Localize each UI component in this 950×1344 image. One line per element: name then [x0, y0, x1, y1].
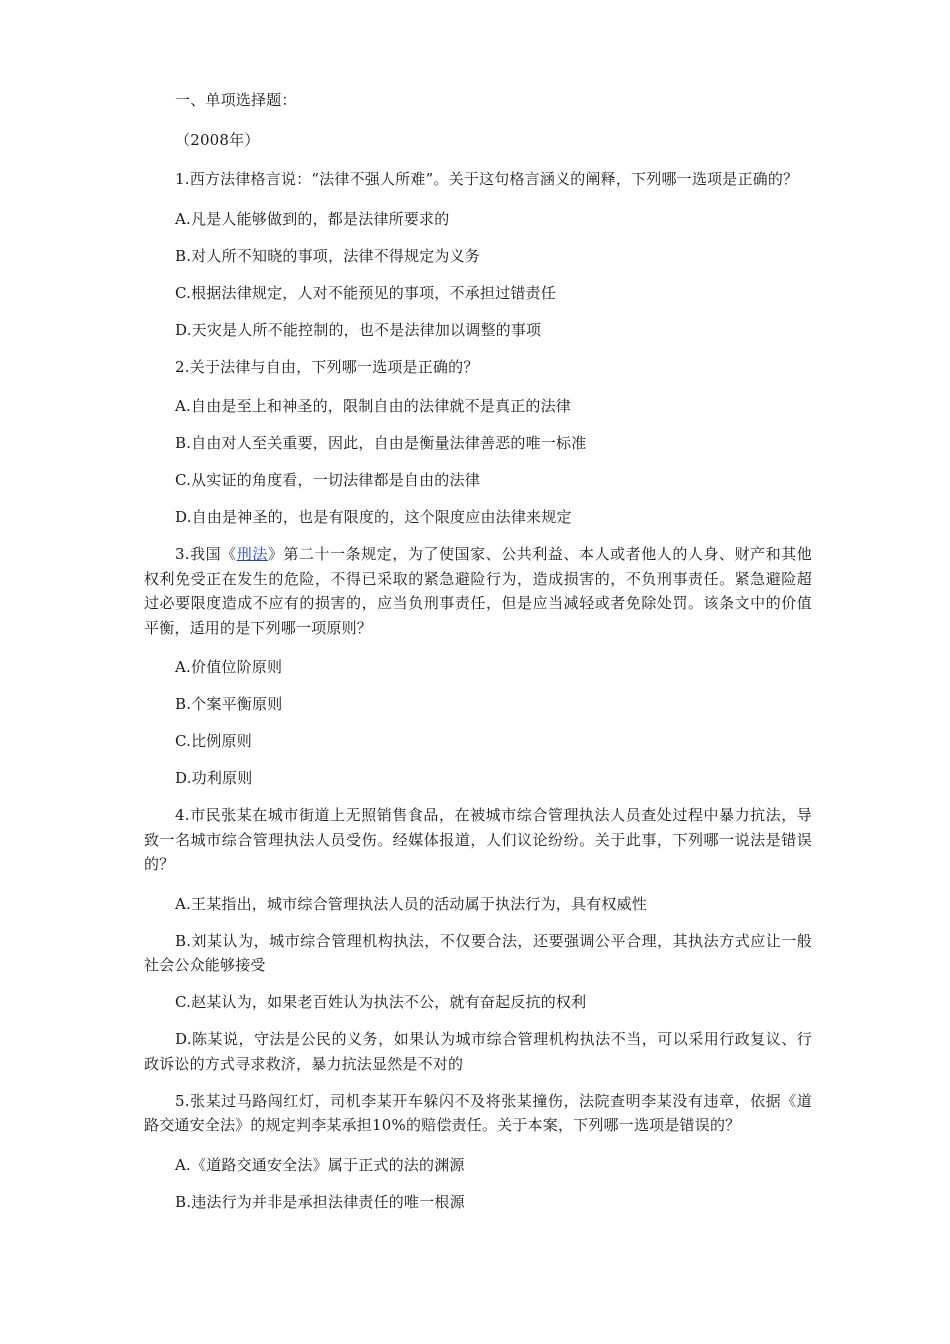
question-4-stem: 4.市民张某在城市街道上无照销售食品，在被城市综合管理执法人员查处过程中暴力抗法，导致一名城市综合管理执法人员受伤。经媒体报道，人们议论纷纷。关于此事，下列哪一说法是错误的？	[144, 806, 812, 873]
question-2-option-b: B.自由对人至关重要，因此，自由是衡量法律善恶的唯一标准	[175, 434, 587, 452]
year-label: （2008年）	[175, 130, 260, 149]
question-3-option-b: B.个案平衡原则	[175, 695, 283, 713]
question-4-option-a: A.王某指出，城市综合管理执法人员的活动属于执法行为，具有权威性	[175, 894, 648, 913]
section-title: 一、单项选择题：	[175, 91, 297, 109]
question-1-option-b: B.对人所不知晓的事项，法律不得规定为义务	[175, 246, 480, 265]
question-3-option-a: A.价值位阶原则	[175, 658, 283, 676]
question-4-option-c: C.赵某认为，如果老百姓认为执法不公，就有奋起反抗的权利	[175, 993, 587, 1011]
question-5-option-a: A.《道路交通安全法》属于正式的法的渊源	[175, 1155, 465, 1174]
question-1-option-c: C.根据法律规定，人对不能预见的事项，不承担过错责任	[175, 283, 556, 302]
criminal-law-link[interactable]: 刑法	[236, 545, 268, 563]
question-4-option-b: B.刘某认为，城市综合管理机构执法，不仅要合法，还要强调公平合理，其执法方式应让一般社会公众能够接受	[144, 931, 812, 974]
document-page	[144, 88, 812, 1227]
question-3-option-c: C.比例原则	[175, 732, 252, 750]
question-3-stem-suffix: 》第二十一条规定，为了使国家、公共利益、本人或者他人的人身、财产和其他权利免受正在发生的危险，不得已采取的紧急避险行为，造成损害的，不负刑事责任。紧急避险超过必要限度造成不应有的损害的，应当负刑事责任，但是应当减轻或者免除处罚。该条文中的价值平衡，适用的是下列哪一项原则？	[144, 545, 813, 637]
question-3-stem-prefix: 3.我国《	[175, 545, 237, 563]
question-3-stem	[144, 542, 812, 640]
question-4-option-d: D.陈某说，守法是公民的义务，如果认为城市综合管理机构执法不当，可以采用行政复议、行政诉讼的方式寻求救济，暴力抗法显然是不对的	[144, 1030, 812, 1073]
question-5-stem: 5.张某过马路闯红灯，司机李某开车躲闪不及将张某撞伤，法院查明李某没有违章，依据《道路交通安全法》的规定判李某承担10%的赔偿责任。关于本案，下列哪一选项是错误的？	[144, 1091, 812, 1134]
question-1-option-d: D.天灾是人所不能控制的，也不是法律加以调整的事项	[175, 320, 542, 339]
question-2-stem: 2.关于法律与自由，下列哪一选项是正确的？	[175, 357, 479, 376]
question-2-option-c: C.从实证的角度看，一切法律都是自由的法律	[175, 471, 480, 489]
question-3-option-d: D.功利原则	[175, 769, 253, 787]
question-1-option-a: A.凡是人能够做到的，都是法律所要求的	[175, 209, 450, 228]
question-5-option-b: B.违法行为并非是承担法律责任的唯一根源	[175, 1192, 465, 1211]
question-1-stem: 1.西方法律格言说：“法律不强人所难”。关于这句格言涵义的阐释，下列哪一选项是正确的？	[175, 170, 799, 188]
question-2-option-a: A.自由是至上和神圣的，限制自由的法律就不是真正的法律	[175, 397, 572, 415]
question-2-option-d: D.自由是神圣的，也是有限度的，这个限度应由法律来规定	[175, 508, 572, 526]
